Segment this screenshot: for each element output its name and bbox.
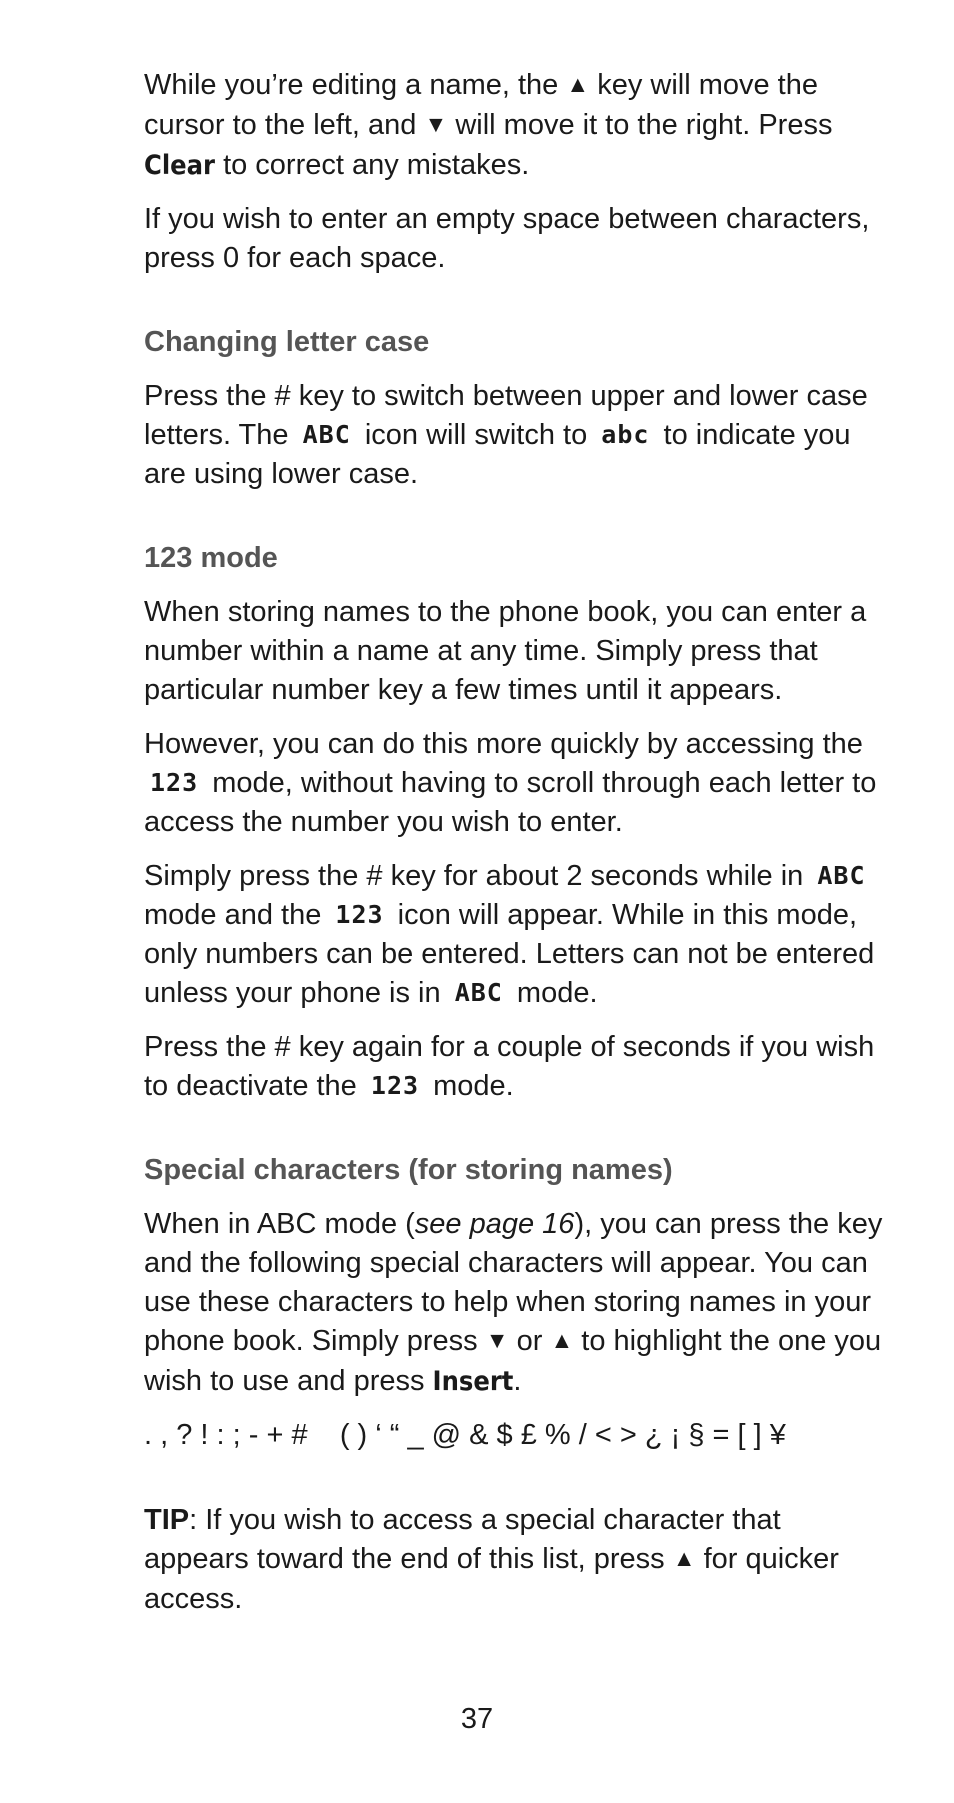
mode123-paragraph-1: When storing names to the phone book, you can enter a number within a name at any time. Simply press that particular number key a few times until it appears. [144, 596, 867, 706]
abc-uppercase-icon: ABC [302, 420, 351, 449]
mode123-p4-text-1: Press the # key again for a couple of seconds if you wish to deactivate the [144, 1031, 875, 1102]
mode123-p3-text-4: mode. [516, 977, 598, 1009]
case-text-3: to indicate you are using lower case. [144, 419, 851, 490]
special-paragraph [144, 1205, 884, 1401]
special-text-3: or [516, 1325, 543, 1357]
case-paragraph [144, 377, 884, 494]
down-arrow-icon: ▼ [424, 111, 448, 137]
mode123-paragraph-3 [144, 857, 884, 1013]
clear-key-label: Clear [144, 150, 215, 181]
editing-text-4: to correct any mistakes. [223, 149, 530, 181]
tip-paragraph [144, 1501, 884, 1619]
case-text-1: Press the # key to switch between upper and lower case letters. The [144, 380, 868, 451]
editing-text-3: will move it to the right. Press [455, 109, 833, 141]
page-reference: see page 16 [414, 1208, 575, 1240]
space-paragraph: If you wish to enter an empty space between characters, press 0 for each space. [144, 203, 870, 274]
mode123-p2-text-2: mode, without having to scroll through each letter to access the number you wish to enter. [144, 767, 877, 838]
up-arrow-icon: ▲ [566, 71, 590, 97]
special-text-2: ), you can press the key and the following special characters will appear. You can use these characters to help when storing names in your phone book. Simply press [144, 1208, 883, 1357]
num-123-icon: 123 [150, 768, 199, 797]
up-arrow-icon: ▲ [550, 1327, 574, 1353]
heading-123-mode: 123 mode [144, 542, 278, 574]
editing-text-2: key will move the cursor to the left, and [144, 69, 818, 141]
special-text-1: When in ABC mode ( [144, 1208, 415, 1240]
num-123-icon: 123 [335, 900, 384, 929]
abc-uppercase-icon: ABC [454, 978, 503, 1007]
special-characters-list: . , ? ! : ; - + # ( ) ‘ “ _ @ & $ £ % / < > ¿ ¡ § = [ ] ¥ [144, 1419, 786, 1451]
editing-paragraph [144, 66, 884, 185]
mode123-p3-text-1: Simply press the # key for about 2 seconds while in [144, 860, 804, 892]
mode123-paragraph-2 [144, 725, 884, 842]
heading-special-characters: Special characters (for storing names) [144, 1154, 673, 1186]
mode123-p3-text-3: icon will appear. While in this mode, only numbers can be entered. Letters can not be entered unless your phone is in [144, 899, 875, 1009]
abc-lowercase-icon: abc [601, 420, 650, 449]
editing-text-1: While you’re editing a name, the [144, 69, 559, 101]
case-text-2: icon will switch to [364, 419, 588, 451]
up-arrow-icon: ▲ [672, 1545, 696, 1571]
abc-uppercase-icon: ABC [817, 861, 866, 890]
page-number: 37 [460, 1703, 494, 1735]
special-text-4: to highlight the one you wish to use and press [144, 1325, 882, 1397]
tip-label: TIP [144, 1504, 190, 1536]
down-arrow-icon: ▼ [485, 1327, 509, 1353]
mode123-p2-text-1: However, you can do this more quickly by accessing the [144, 728, 863, 760]
mode123-p4-text-2: mode. [433, 1070, 514, 1102]
num-123-icon: 123 [370, 1071, 420, 1100]
insert-key-label: Insert [432, 1366, 514, 1397]
special-text-5: . [513, 1365, 522, 1397]
manual-page-body [144, 66, 884, 1619]
mode123-paragraph-4 [144, 1028, 884, 1106]
tip-text-2: for quicker access. [144, 1543, 839, 1615]
heading-changing-letter-case: Changing letter case [144, 326, 430, 358]
mode123-p3-text-2: mode and the [144, 899, 322, 931]
tip-text-1: : If you wish to access a special character that appears toward the end of this list, press [144, 1504, 781, 1575]
